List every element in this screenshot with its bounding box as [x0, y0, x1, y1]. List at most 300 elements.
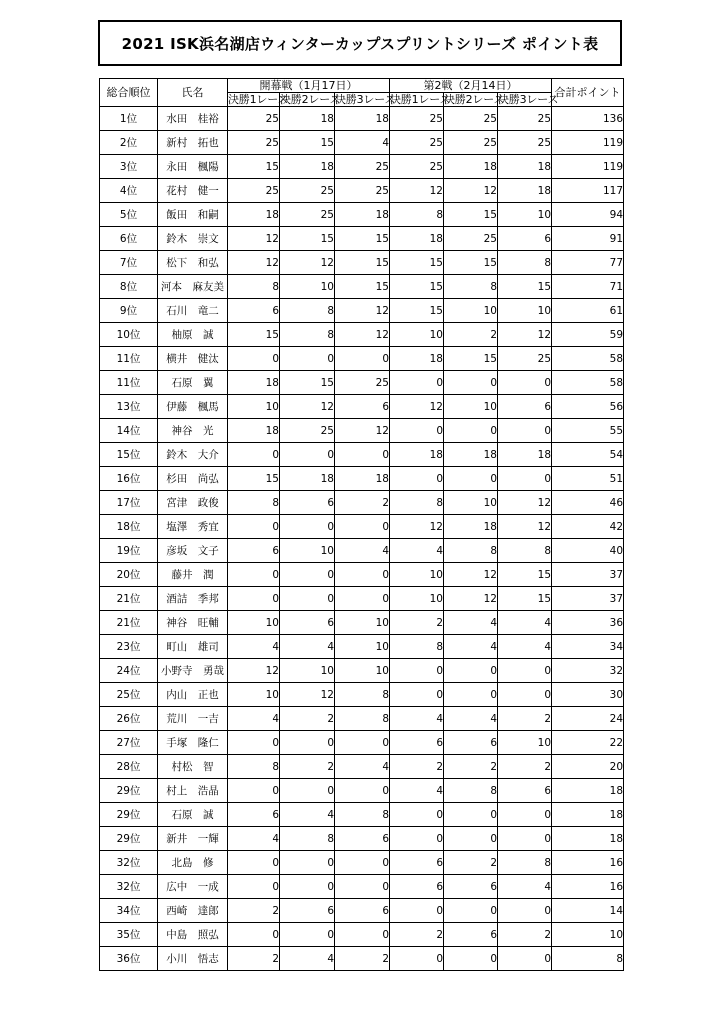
total-points: 37 [552, 587, 624, 611]
table-row [100, 587, 624, 611]
total-points: 58 [552, 347, 624, 371]
total-points: 58 [552, 371, 624, 395]
round1-race1-points: 0 [228, 731, 280, 755]
round1-race2-points: 0 [280, 851, 335, 875]
round2-race1-points: 2 [390, 755, 444, 779]
round1-race1-points: 0 [228, 347, 280, 371]
round1-race2-points: 0 [280, 347, 335, 371]
round2-race2-points: 10 [444, 491, 498, 515]
total-points: 56 [552, 395, 624, 419]
table-row [100, 131, 624, 155]
table-row [100, 155, 624, 179]
round2-race1-points: 4 [390, 779, 444, 803]
name-cell: 村松 智 [158, 755, 228, 779]
round1-race3-points: 8 [335, 683, 390, 707]
rank-cell: 13位 [100, 395, 158, 419]
table-row [100, 779, 624, 803]
name-cell: 神谷 旺輔 [158, 611, 228, 635]
header-round2-race3: 決勝3レース [498, 93, 559, 106]
round1-race3-points: 18 [335, 107, 390, 131]
round1-race2-points: 6 [280, 611, 335, 635]
total-points: 117 [552, 179, 624, 203]
header-total: 合計ポイント [552, 79, 624, 107]
table-row [100, 923, 624, 947]
round1-race1-points: 12 [228, 227, 280, 251]
round2-race1-points: 4 [390, 539, 444, 563]
table-row [100, 827, 624, 851]
round1-race2-points: 4 [280, 803, 335, 827]
rank-cell: 21位 [100, 611, 158, 635]
name-cell: 町山 雄司 [158, 635, 228, 659]
name-cell: 鈴木 大介 [158, 443, 228, 467]
rank-cell: 36位 [100, 947, 158, 971]
total-points: 32 [552, 659, 624, 683]
table-row [100, 491, 624, 515]
total-points: 34 [552, 635, 624, 659]
round1-race2-points: 0 [280, 731, 335, 755]
round2-race2-points: 6 [444, 731, 498, 755]
name-cell: 新村 拓也 [158, 131, 228, 155]
round1-race3-points: 15 [335, 275, 390, 299]
round2-race1-points: 6 [390, 875, 444, 899]
total-points: 30 [552, 683, 624, 707]
round1-race3-points: 0 [335, 587, 390, 611]
round2-race1-points: 10 [390, 323, 444, 347]
round2-race2-points: 0 [444, 803, 498, 827]
round2-race2-points: 15 [444, 347, 498, 371]
round2-race3-points: 18 [498, 443, 552, 467]
name-cell: 手塚 隆仁 [158, 731, 228, 755]
round1-race1-points: 6 [228, 299, 280, 323]
total-points: 40 [552, 539, 624, 563]
round2-race2-points: 18 [444, 443, 498, 467]
round2-race2-points: 18 [444, 515, 498, 539]
round1-race2-points: 18 [280, 155, 335, 179]
round2-race2-points: 12 [444, 563, 498, 587]
round2-race2-points: 0 [444, 947, 498, 971]
name-cell: 永田 楓陽 [158, 155, 228, 179]
round1-race2-points: 8 [280, 323, 335, 347]
round1-race1-points: 0 [228, 851, 280, 875]
round2-race1-points: 25 [390, 155, 444, 179]
round1-race3-points: 2 [335, 947, 390, 971]
round1-race1-points: 25 [228, 131, 280, 155]
round1-race1-points: 6 [228, 803, 280, 827]
rank-cell: 17位 [100, 491, 158, 515]
round1-race1-points: 0 [228, 563, 280, 587]
rank-cell: 21位 [100, 587, 158, 611]
name-cell: 西崎 達郎 [158, 899, 228, 923]
round1-race3-points: 4 [335, 539, 390, 563]
round1-race3-points: 8 [335, 803, 390, 827]
round1-race1-points: 0 [228, 515, 280, 539]
round2-race1-points: 12 [390, 395, 444, 419]
table-row [100, 107, 624, 131]
round2-race3-points: 0 [498, 803, 552, 827]
table-row [100, 803, 624, 827]
round2-race3-points: 15 [498, 563, 552, 587]
table-row [100, 683, 624, 707]
round2-race2-points: 15 [444, 251, 498, 275]
rank-cell: 29位 [100, 827, 158, 851]
rank-cell: 7位 [100, 251, 158, 275]
round1-race3-points: 0 [335, 731, 390, 755]
total-points: 59 [552, 323, 624, 347]
round1-race1-points: 25 [228, 179, 280, 203]
total-points: 20 [552, 755, 624, 779]
round1-race1-points: 8 [228, 275, 280, 299]
round1-race2-points: 18 [280, 107, 335, 131]
name-cell: 宮津 政俊 [158, 491, 228, 515]
round2-race1-points: 15 [390, 275, 444, 299]
total-points: 10 [552, 923, 624, 947]
name-cell: 新井 一輝 [158, 827, 228, 851]
name-cell: 塩澤 秀宜 [158, 515, 228, 539]
header-name: 氏名 [158, 79, 228, 107]
round1-race2-points: 8 [280, 299, 335, 323]
total-points: 8 [552, 947, 624, 971]
round2-race3-points: 10 [498, 299, 552, 323]
round1-race1-points: 4 [228, 707, 280, 731]
round2-race1-points: 2 [390, 611, 444, 635]
round1-race1-points: 18 [228, 371, 280, 395]
round1-race1-points: 6 [228, 539, 280, 563]
table-row [100, 251, 624, 275]
round1-race1-points: 0 [228, 923, 280, 947]
round1-race2-points: 4 [280, 635, 335, 659]
round1-race3-points: 12 [335, 323, 390, 347]
round2-race3-points: 12 [498, 515, 552, 539]
header-round2-race2: 決勝2レース [444, 93, 505, 106]
table-row [100, 347, 624, 371]
total-points: 18 [552, 827, 624, 851]
round1-race2-points: 0 [280, 443, 335, 467]
round1-race3-points: 18 [335, 467, 390, 491]
rank-cell: 1位 [100, 107, 158, 131]
round2-race1-points: 8 [390, 491, 444, 515]
header-rank: 総合順位 [100, 79, 158, 107]
round1-race3-points: 10 [335, 635, 390, 659]
round1-race2-points: 10 [280, 275, 335, 299]
table-row [100, 875, 624, 899]
rank-cell: 8位 [100, 275, 158, 299]
total-points: 55 [552, 419, 624, 443]
round2-race3-points: 10 [498, 203, 552, 227]
rank-cell: 25位 [100, 683, 158, 707]
table-row [100, 635, 624, 659]
header-round2-race1: 決勝1レース [390, 93, 451, 106]
round2-race1-points: 12 [390, 179, 444, 203]
round2-race1-points: 25 [390, 107, 444, 131]
round2-race1-points: 10 [390, 563, 444, 587]
round2-race1-points: 0 [390, 827, 444, 851]
rank-cell: 32位 [100, 851, 158, 875]
round1-race3-points: 12 [335, 419, 390, 443]
total-points: 42 [552, 515, 624, 539]
round1-race1-points: 2 [228, 899, 280, 923]
round2-race1-points: 0 [390, 683, 444, 707]
table-row [100, 467, 624, 491]
rank-cell: 5位 [100, 203, 158, 227]
round2-race3-points: 8 [498, 851, 552, 875]
round2-race1-points: 18 [390, 347, 444, 371]
total-points: 14 [552, 899, 624, 923]
round2-race2-points: 0 [444, 659, 498, 683]
table-row [100, 611, 624, 635]
rank-cell: 34位 [100, 899, 158, 923]
name-cell: 小野寺 勇哉 [158, 659, 228, 683]
round2-race3-points: 25 [498, 107, 552, 131]
round1-race2-points: 25 [280, 419, 335, 443]
round2-race2-points: 0 [444, 419, 498, 443]
round1-race3-points: 8 [335, 707, 390, 731]
round1-race2-points: 0 [280, 779, 335, 803]
table-row [100, 419, 624, 443]
name-cell: 広中 一成 [158, 875, 228, 899]
round2-race3-points: 0 [498, 419, 552, 443]
round1-race2-points: 12 [280, 395, 335, 419]
round1-race2-points: 8 [280, 827, 335, 851]
round2-race1-points: 0 [390, 803, 444, 827]
total-points: 61 [552, 299, 624, 323]
round1-race2-points: 25 [280, 203, 335, 227]
round2-race2-points: 25 [444, 107, 498, 131]
round2-race1-points: 18 [390, 227, 444, 251]
header-round1: 開幕戦（1月17日） [228, 79, 390, 93]
rank-cell: 6位 [100, 227, 158, 251]
round2-race3-points: 6 [498, 395, 552, 419]
round2-race2-points: 18 [444, 155, 498, 179]
round1-race3-points: 10 [335, 611, 390, 635]
round2-race3-points: 8 [498, 539, 552, 563]
round1-race3-points: 0 [335, 443, 390, 467]
name-cell: 石原 翼 [158, 371, 228, 395]
table-row [100, 539, 624, 563]
round2-race2-points: 15 [444, 203, 498, 227]
round2-race2-points: 2 [444, 323, 498, 347]
round1-race2-points: 25 [280, 179, 335, 203]
name-cell: 花村 健一 [158, 179, 228, 203]
round1-race3-points: 6 [335, 827, 390, 851]
round1-race2-points: 12 [280, 251, 335, 275]
total-points: 71 [552, 275, 624, 299]
round1-race1-points: 0 [228, 587, 280, 611]
round1-race2-points: 15 [280, 371, 335, 395]
round1-race2-points: 15 [280, 131, 335, 155]
total-points: 37 [552, 563, 624, 587]
round2-race1-points: 10 [390, 587, 444, 611]
rank-cell: 24位 [100, 659, 158, 683]
round2-race2-points: 2 [444, 755, 498, 779]
round1-race3-points: 10 [335, 659, 390, 683]
round1-race2-points: 2 [280, 755, 335, 779]
round2-race3-points: 15 [498, 587, 552, 611]
rank-cell: 14位 [100, 419, 158, 443]
round2-race1-points: 15 [390, 299, 444, 323]
round2-race3-points: 0 [498, 899, 552, 923]
rank-cell: 29位 [100, 803, 158, 827]
round1-race1-points: 4 [228, 827, 280, 851]
round1-race1-points: 18 [228, 419, 280, 443]
round1-race3-points: 0 [335, 515, 390, 539]
round1-race1-points: 10 [228, 611, 280, 635]
round1-race2-points: 6 [280, 899, 335, 923]
round2-race3-points: 0 [498, 467, 552, 491]
round2-race1-points: 6 [390, 851, 444, 875]
round2-race2-points: 25 [444, 227, 498, 251]
round1-race2-points: 4 [280, 947, 335, 971]
round2-race3-points: 15 [498, 275, 552, 299]
table-row [100, 227, 624, 251]
table-row [100, 563, 624, 587]
round1-race1-points: 15 [228, 155, 280, 179]
round2-race3-points: 6 [498, 227, 552, 251]
round2-race2-points: 10 [444, 299, 498, 323]
round1-race2-points: 15 [280, 227, 335, 251]
round2-race1-points: 8 [390, 635, 444, 659]
table-row [100, 395, 624, 419]
round2-race2-points: 8 [444, 539, 498, 563]
round1-race3-points: 0 [335, 347, 390, 371]
table-body [100, 107, 624, 971]
header-round2: 第2戦（2月14日） [390, 79, 552, 93]
round1-race2-points: 10 [280, 539, 335, 563]
round2-race3-points: 25 [498, 347, 552, 371]
name-cell: 荒川 一吉 [158, 707, 228, 731]
round1-race3-points: 0 [335, 923, 390, 947]
round1-race2-points: 0 [280, 515, 335, 539]
round2-race1-points: 0 [390, 947, 444, 971]
table-row [100, 299, 624, 323]
round1-race1-points: 8 [228, 755, 280, 779]
round2-race1-points: 0 [390, 467, 444, 491]
name-cell: 石川 竜二 [158, 299, 228, 323]
table-row [100, 755, 624, 779]
table-row [100, 851, 624, 875]
round2-race3-points: 4 [498, 635, 552, 659]
round2-race2-points: 10 [444, 395, 498, 419]
round2-race2-points: 4 [444, 635, 498, 659]
rank-cell: 11位 [100, 347, 158, 371]
round2-race3-points: 18 [498, 179, 552, 203]
name-cell: 河本 麻友美 [158, 275, 228, 299]
round2-race1-points: 12 [390, 515, 444, 539]
total-points: 46 [552, 491, 624, 515]
round2-race2-points: 0 [444, 899, 498, 923]
rank-cell: 20位 [100, 563, 158, 587]
table-row [100, 731, 624, 755]
header-round1-race3: 決勝3レース [335, 93, 396, 106]
round2-race2-points: 0 [444, 683, 498, 707]
round1-race1-points: 15 [228, 467, 280, 491]
name-cell: 鈴木 崇文 [158, 227, 228, 251]
total-points: 54 [552, 443, 624, 467]
round1-race2-points: 0 [280, 563, 335, 587]
round2-race1-points: 0 [390, 899, 444, 923]
round1-race1-points: 15 [228, 323, 280, 347]
rank-cell: 35位 [100, 923, 158, 947]
round2-race3-points: 0 [498, 371, 552, 395]
round2-race3-points: 4 [498, 875, 552, 899]
round2-race3-points: 25 [498, 131, 552, 155]
round1-race2-points: 0 [280, 875, 335, 899]
round1-race2-points: 18 [280, 467, 335, 491]
round2-race3-points: 12 [498, 491, 552, 515]
name-cell: 小川 悟志 [158, 947, 228, 971]
name-cell: 内山 正也 [158, 683, 228, 707]
rank-cell: 32位 [100, 875, 158, 899]
round1-race3-points: 0 [335, 779, 390, 803]
round1-race3-points: 25 [335, 179, 390, 203]
round1-race1-points: 0 [228, 779, 280, 803]
round1-race1-points: 2 [228, 947, 280, 971]
round1-race1-points: 25 [228, 107, 280, 131]
round1-race1-points: 10 [228, 395, 280, 419]
rank-cell: 27位 [100, 731, 158, 755]
round2-race3-points: 12 [498, 323, 552, 347]
round1-race3-points: 15 [335, 227, 390, 251]
standings-table [99, 78, 624, 971]
header-round1-race1: 決勝1レース [228, 93, 289, 106]
round2-race3-points: 0 [498, 683, 552, 707]
round1-race2-points: 6 [280, 491, 335, 515]
round1-race1-points: 12 [228, 251, 280, 275]
round2-race3-points: 6 [498, 779, 552, 803]
total-points: 16 [552, 875, 624, 899]
table-row [100, 371, 624, 395]
round1-race1-points: 0 [228, 443, 280, 467]
round2-race2-points: 8 [444, 275, 498, 299]
name-cell: 彦坂 文子 [158, 539, 228, 563]
round2-race2-points: 12 [444, 179, 498, 203]
round1-race1-points: 4 [228, 635, 280, 659]
round1-race2-points: 0 [280, 587, 335, 611]
round2-race1-points: 0 [390, 419, 444, 443]
table-row [100, 203, 624, 227]
rank-cell: 18位 [100, 515, 158, 539]
total-points: 119 [552, 131, 624, 155]
round2-race1-points: 18 [390, 443, 444, 467]
round1-race3-points: 2 [335, 491, 390, 515]
round1-race1-points: 12 [228, 659, 280, 683]
round1-race3-points: 6 [335, 395, 390, 419]
total-points: 119 [552, 155, 624, 179]
total-points: 18 [552, 803, 624, 827]
total-points: 18 [552, 779, 624, 803]
round2-race3-points: 2 [498, 923, 552, 947]
table-row [100, 323, 624, 347]
round2-race3-points: 0 [498, 947, 552, 971]
rank-cell: 10位 [100, 323, 158, 347]
round2-race1-points: 8 [390, 203, 444, 227]
total-points: 36 [552, 611, 624, 635]
round2-race1-points: 15 [390, 251, 444, 275]
round2-race2-points: 0 [444, 467, 498, 491]
round1-race3-points: 0 [335, 875, 390, 899]
round2-race2-points: 12 [444, 587, 498, 611]
round2-race3-points: 18 [498, 155, 552, 179]
round1-race1-points: 8 [228, 491, 280, 515]
round1-race3-points: 25 [335, 371, 390, 395]
table-row [100, 443, 624, 467]
round2-race3-points: 10 [498, 731, 552, 755]
name-cell: 神谷 光 [158, 419, 228, 443]
name-cell: 中島 照弘 [158, 923, 228, 947]
round1-race3-points: 0 [335, 563, 390, 587]
round2-race2-points: 2 [444, 851, 498, 875]
round1-race3-points: 25 [335, 155, 390, 179]
round2-race2-points: 4 [444, 707, 498, 731]
